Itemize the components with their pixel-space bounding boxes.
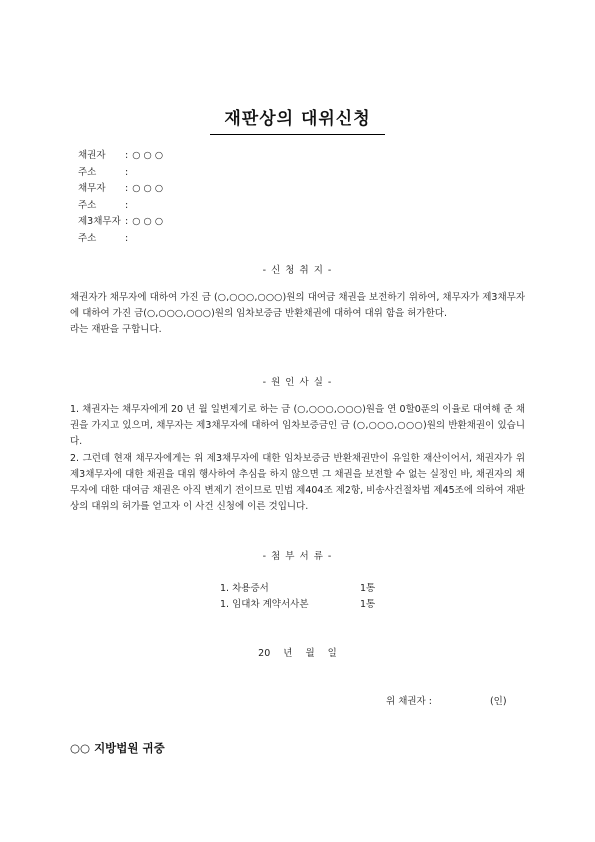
party-row [78,231,163,248]
party-colon: : [125,166,129,178]
party-row [78,214,163,231]
signature-blank [432,693,490,707]
signature-label: 위 채권자 : [386,696,432,707]
party-colon: : [125,150,129,161]
court-addressee: ○○ 지방법원 귀중 [70,741,165,755]
party-colon: : [125,216,129,227]
party-label: 주소 [78,232,97,244]
party-row [78,181,163,198]
party-colon: : [125,232,129,244]
attachment-name: 1. 차용증서 [220,583,269,594]
party-label: 채무자 [78,183,106,194]
attachment-count: 1통 [360,598,376,610]
party-value: ○ ○ ○ [132,216,164,227]
party-label: 주소 [78,199,97,211]
attachment-item [220,581,375,597]
purpose-body [70,290,525,339]
date-line: 20 년 월 일 [258,648,337,659]
cause-heading: - 원 인 사 실 - [262,377,333,388]
party-row [78,148,163,165]
title-block [0,104,595,135]
purpose-paragraph: 라는 재판을 구합니다. [70,324,162,336]
party-label: 주소 [78,166,97,178]
cause-body [70,402,525,515]
signature-line [386,693,507,707]
party-row [78,198,163,215]
purpose-paragraph: 채권자가 채무자에 대하여 가진 금 (○,○○○,○○○)원의 대여금 채권을 보전하기 위하여, 채무자가 제3채무자에 대하여 가진 금(○,○○○,○○○)원의 임차보증금 반환채권에 대하여 대위 함을 허가한다. [70,292,525,320]
cause-paragraph: 2. 그런데 현재 채무자에게는 위 제3채무자에 대한 임차보증금 반환채권만이 유일한 재산이어서, 채권자가 위 제3채무자에 대한 채권을 대위 행사하여 추심을 하지 않으면 그 채권을 보전할 수 없는 실정인 바, 채권자의 채무자에 대한 대여금 채권은 아직 변제기 전이므로 민법 제404조 제2항, 비송사건절차법 제45조에 의하여 재판상의 대위의 허가를 얻고자 이 사건 신청에 이른 것입니다. [70,452,525,513]
party-label: 채권자 [78,150,106,161]
attachment-list [220,581,375,612]
seal-mark: (인) [489,696,507,707]
party-value: ○ ○ ○ [132,150,164,161]
party-value: ○ ○ ○ [132,183,164,194]
party-label: 제3채무자 [78,216,121,227]
attachment-name: 1. 임대차 계약서사본 [220,598,309,610]
party-list [78,148,163,247]
attachment-item [220,597,375,613]
party-row [78,165,163,182]
attach-heading: - 첨 부 서 류 - [262,551,333,562]
party-colon: : [125,183,129,194]
cause-paragraph: 1. 채권자는 채무자에게 20 년 월 일변제기로 하는 금 (○,○○○,○○○)원을 연 0할0푼의 이율로 대여해 준 채권을 가지고 있으며, 채무자는 제3채무자에 대하여 임차보증금인 금 (○,○○○,○○○)원의 반환채권이 있습니다. [70,404,525,448]
purpose-heading: - 신 청 취 지 - [262,265,333,276]
document-title: 재판상의 대위신청 [210,104,384,135]
party-colon: : [125,199,129,211]
attachment-count: 1통 [360,583,376,594]
